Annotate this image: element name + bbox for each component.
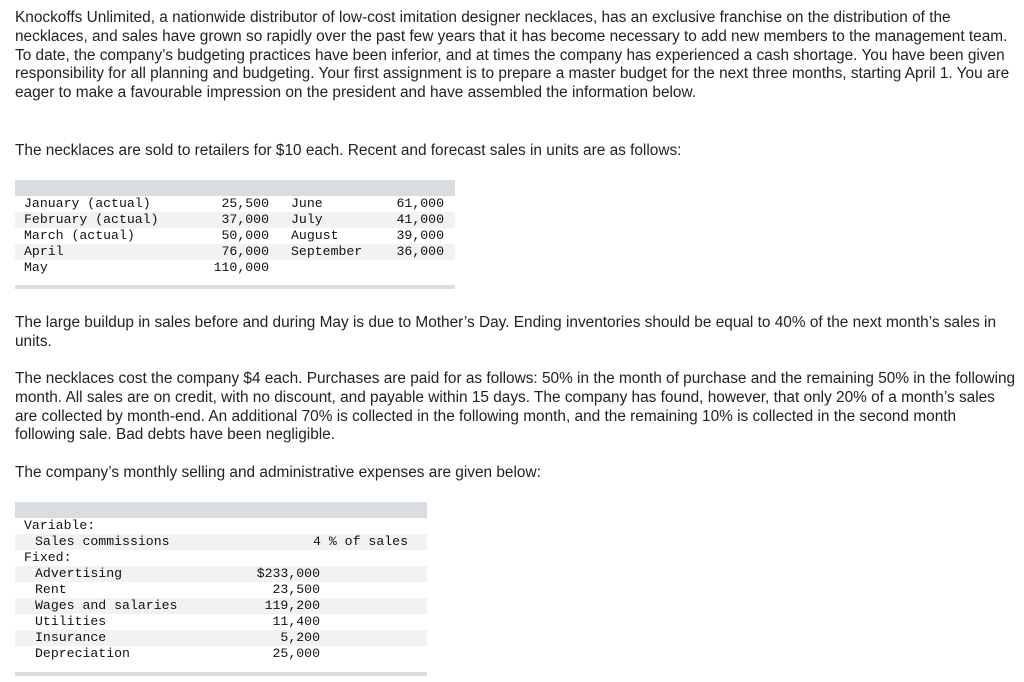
month-label: January (actual): [24, 196, 151, 211]
expense-row: [15, 630, 427, 646]
intro-paragraph: Knockoffs Unlimited, a nationwide distributor of low-cost imitation designer necklaces, has an exclusive franchise on the distribution of the necklaces, and sales have grown so rapidly over the past few years that it has become necessary to add new members to the management team. To date, the company’s budgeting practices have been inferior, and at times the company has experienced a cash shortage. You have been given responsibility for all planning and budgeting. Your first assignment is to prepare a master budget for the next three months, starting April 1. You are eager to make a favourable impression on the president and have assembled the information below.: [15, 9, 1010, 102]
variable-heading: Variable:: [24, 518, 96, 533]
expense-row: [15, 614, 427, 630]
expense-row: [15, 566, 427, 582]
month-label: September: [291, 244, 363, 259]
expense-amount: 5,200: [280, 630, 320, 645]
month-label: July: [291, 212, 323, 227]
expense-row: [15, 518, 427, 534]
expense-amount: 11,400: [272, 614, 320, 629]
expense-label: Wages and salaries: [35, 598, 178, 613]
expense-label: Advertising: [35, 566, 123, 581]
month-label: June: [291, 196, 323, 211]
expense-amount: 25,000: [272, 646, 320, 661]
expense-amount: 119,200: [264, 598, 320, 613]
month-label: August: [291, 228, 339, 243]
commission-rate: 4 % of sales: [313, 534, 408, 549]
expense-amount: 23,500: [272, 582, 320, 597]
sales-row: [15, 244, 455, 260]
month-label: May: [24, 260, 48, 275]
expense-label: Sales commissions: [35, 534, 170, 549]
month-units: 36,000: [396, 244, 444, 259]
fixed-heading: Fixed:: [24, 550, 72, 565]
expense-label: Utilities: [35, 614, 107, 629]
expense-row: [15, 598, 427, 614]
inventory-note: The large buildup in sales before and during May is due to Mother’s Day. Ending inventories should be equal to 40% of the next month’s sales in units.: [15, 314, 997, 350]
sales-row: [15, 212, 455, 228]
sales-intro-text: The necklaces are sold to retailers for $10 each. Recent and forecast sales in units are as follows:: [15, 142, 682, 159]
expense-label: Rent: [35, 582, 67, 597]
expense-row: [15, 646, 427, 662]
expense-label: Depreciation: [35, 646, 130, 661]
month-label: April: [24, 244, 64, 259]
month-units: 50,000: [221, 228, 269, 243]
month-units: 39,000: [396, 228, 444, 243]
month-units: 25,500: [221, 196, 269, 211]
expense-row: [15, 582, 427, 598]
month-units: 110,000: [213, 260, 269, 275]
expense-label: Insurance: [35, 630, 107, 645]
sales-row: [15, 196, 455, 212]
sales-row: [15, 260, 455, 276]
month-units: 76,000: [221, 244, 269, 259]
expense-amount: $233,000: [256, 566, 320, 581]
expenses-intro-text: The company’s monthly selling and administrative expenses are given below:: [15, 464, 541, 481]
cost-note: The necklaces cost the company $4 each. Purchases are paid for as follows: 50% in the month of purchase and the remaining 50% in the following month. All sales are on credit, with no discount, and payable within 15 days. The company has found, however, that only 20% of a month’s sales are collected by month-end. An additional 70% is collected in the following month, and the remaining 10% is collected in the second month following sale. Bad debts have been negligible.: [15, 370, 1016, 444]
month-label: February (actual): [24, 212, 159, 227]
expense-row: [15, 534, 427, 550]
sales-units-table: [15, 180, 455, 289]
expense-row: [15, 550, 427, 566]
sales-row: [15, 228, 455, 244]
expenses-table: [15, 502, 427, 676]
month-units: 41,000: [396, 212, 444, 227]
month-label: March (actual): [24, 228, 135, 243]
month-units: 37,000: [221, 212, 269, 227]
month-units: 61,000: [396, 196, 444, 211]
